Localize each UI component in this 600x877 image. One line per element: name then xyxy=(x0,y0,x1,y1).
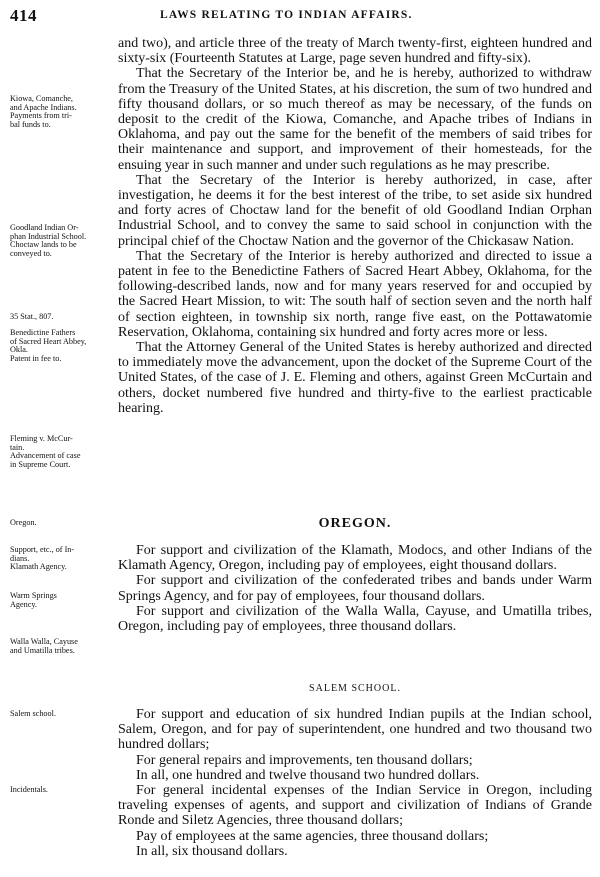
margin-note-oregon: Oregon. xyxy=(10,518,37,527)
paragraph-fleming: That the Attorney General of the United States is hereby authorized and directed to immediately move the advancement, upon the docket of the Supreme Court of the United States, of the case of J. E. Fleming and others, against Green McCurtain and others, docket numbered five hundred and thirty-five to the earliest practicable hearing. xyxy=(118,340,592,416)
paragraph-klamath: For support and civilization of the Klamath, Modocs, and other Indians of the Klamath Agency, Oregon, including pay of employees, eight thousand dollars. xyxy=(118,543,592,574)
paragraph-goodland: That the Secretary of the Interior is hereby authorized, in case, after investigation, he deems it for the best interest of the tribe, to set aside six hundred and forty acres of Choctaw land for the benefit of old Goodland Indian Orphan Industrial School, and to convey the same to said school in conjunction with the principal chief of the Choctaw Nation and the governor of the Chickasaw Nation. xyxy=(118,172,592,249)
running-head: LAWS RELATING TO INDIAN AFFAIRS. xyxy=(160,9,413,21)
body-column-oregon xyxy=(118,543,592,634)
margin-note-walla-walla: Walla Walla, Cayuse and Umatilla tribes. xyxy=(10,637,78,655)
paragraph-salem: For support and education of six hundred Indian pupils at the Indian school, Salem, Oregon, and for pay of superintendent, one hundred and two thousand two hundred dollars; xyxy=(118,707,592,753)
margin-note-klamath: Support, etc., of In- dians. Klamath Agency. xyxy=(10,545,75,572)
paragraph-kiowa: That the Secretary of the Interior be, and he is hereby, authorized to withdraw from the Treasury of the United States, at his discretion, the sum of two hundred and fifty thousand dollars, or so much thereof as may be necessary, of the funds on deposit to the credit of the Kiowa, Comanche, and Apache tribes of Indians in Oklahoma, and pay out the same for the benefit of the members of said tribes for their maintenance and support, and improvement of their homesteads, for the ensuing year in such manner and under such regulations as he may prescribe. xyxy=(118,66,592,173)
paragraph-walla-walla: For support and civilization of the Walla Walla, Cayuse, and Umatilla tribes, Oregon, including pay of employees, three thousand dollars. xyxy=(118,603,592,635)
margin-note-incidentals: Incidentals. xyxy=(10,785,48,794)
body-column-salem xyxy=(118,707,592,859)
paragraph-incidentals: For general incidental expenses of the Indian Service in Oregon, including traveling expenses of agents, and support and civilization of Indians of Grande Ronde and Siletz Agencies, three thousand dollars; xyxy=(118,783,592,829)
margin-note-warm-springs: Warm Springs Agency. xyxy=(10,591,57,609)
section-heading-salem: SALEM SCHOOL. xyxy=(309,683,401,694)
paragraph-pay: Pay of employees at the same agencies, three thousand dollars; xyxy=(136,828,489,844)
margin-note-fleming: Fleming v. McCur- tain. Advancement of case in Supreme Court. xyxy=(10,434,81,469)
paragraph-repairs: For general repairs and improvements, ten thousand dollars; xyxy=(136,752,473,768)
page-number: 414 xyxy=(10,6,37,25)
paragraph-warm-springs: For support and civilization of the confederated tribes and bands under Warm Springs Agency, and for pay of employees, four thousand dollars. xyxy=(118,573,592,604)
margin-note-goodland: Goodland Indian Or- phan Industrial School. Choctaw lands to be conveyed to. xyxy=(10,223,87,258)
paragraph-in-all-2: In all, six thousand dollars. xyxy=(136,843,288,859)
paragraph-benedictine: That the Secretary of the Interior is hereby authorized and directed to issue a patent in fee to the Benedictine Fathers of Sacred Heart Abbey, Oklahoma, for the following-described lands, now and for many years reserved for and occupied by the Sacred Heart Mission, to wit: The south half of section seven and the north half of section eighteen, in township six north, range five east, on the Pottawatomie Reservation, Oklahoma, containing six hundred and forty acres more or less. xyxy=(118,248,592,340)
section-heading-oregon: OREGON. xyxy=(318,516,392,531)
paragraph-intro: and two), and article three of the treaty of March twenty-first, eighteen hundred and sixty-six (Fourteenth Statutes at Large, page seven hundred and fifty-six). xyxy=(118,36,592,67)
page-header xyxy=(10,6,590,30)
margin-note-salem: Salem school. xyxy=(10,709,56,718)
margin-note-kiowa: Kiowa, Comanche, and Apache Indians. Payments from tri- bal funds to. xyxy=(10,94,77,129)
margin-note-statute: 35 Stat., 807. xyxy=(10,312,54,321)
paragraph-in-all-1: In all, one hundred and twelve thousand two hundred dollars. xyxy=(136,767,480,783)
body-column xyxy=(118,36,592,416)
margin-note-benedictine: Benedictine Fathers of Sacred Heart Abbey, Okla. Patent in fee to. xyxy=(10,328,87,363)
